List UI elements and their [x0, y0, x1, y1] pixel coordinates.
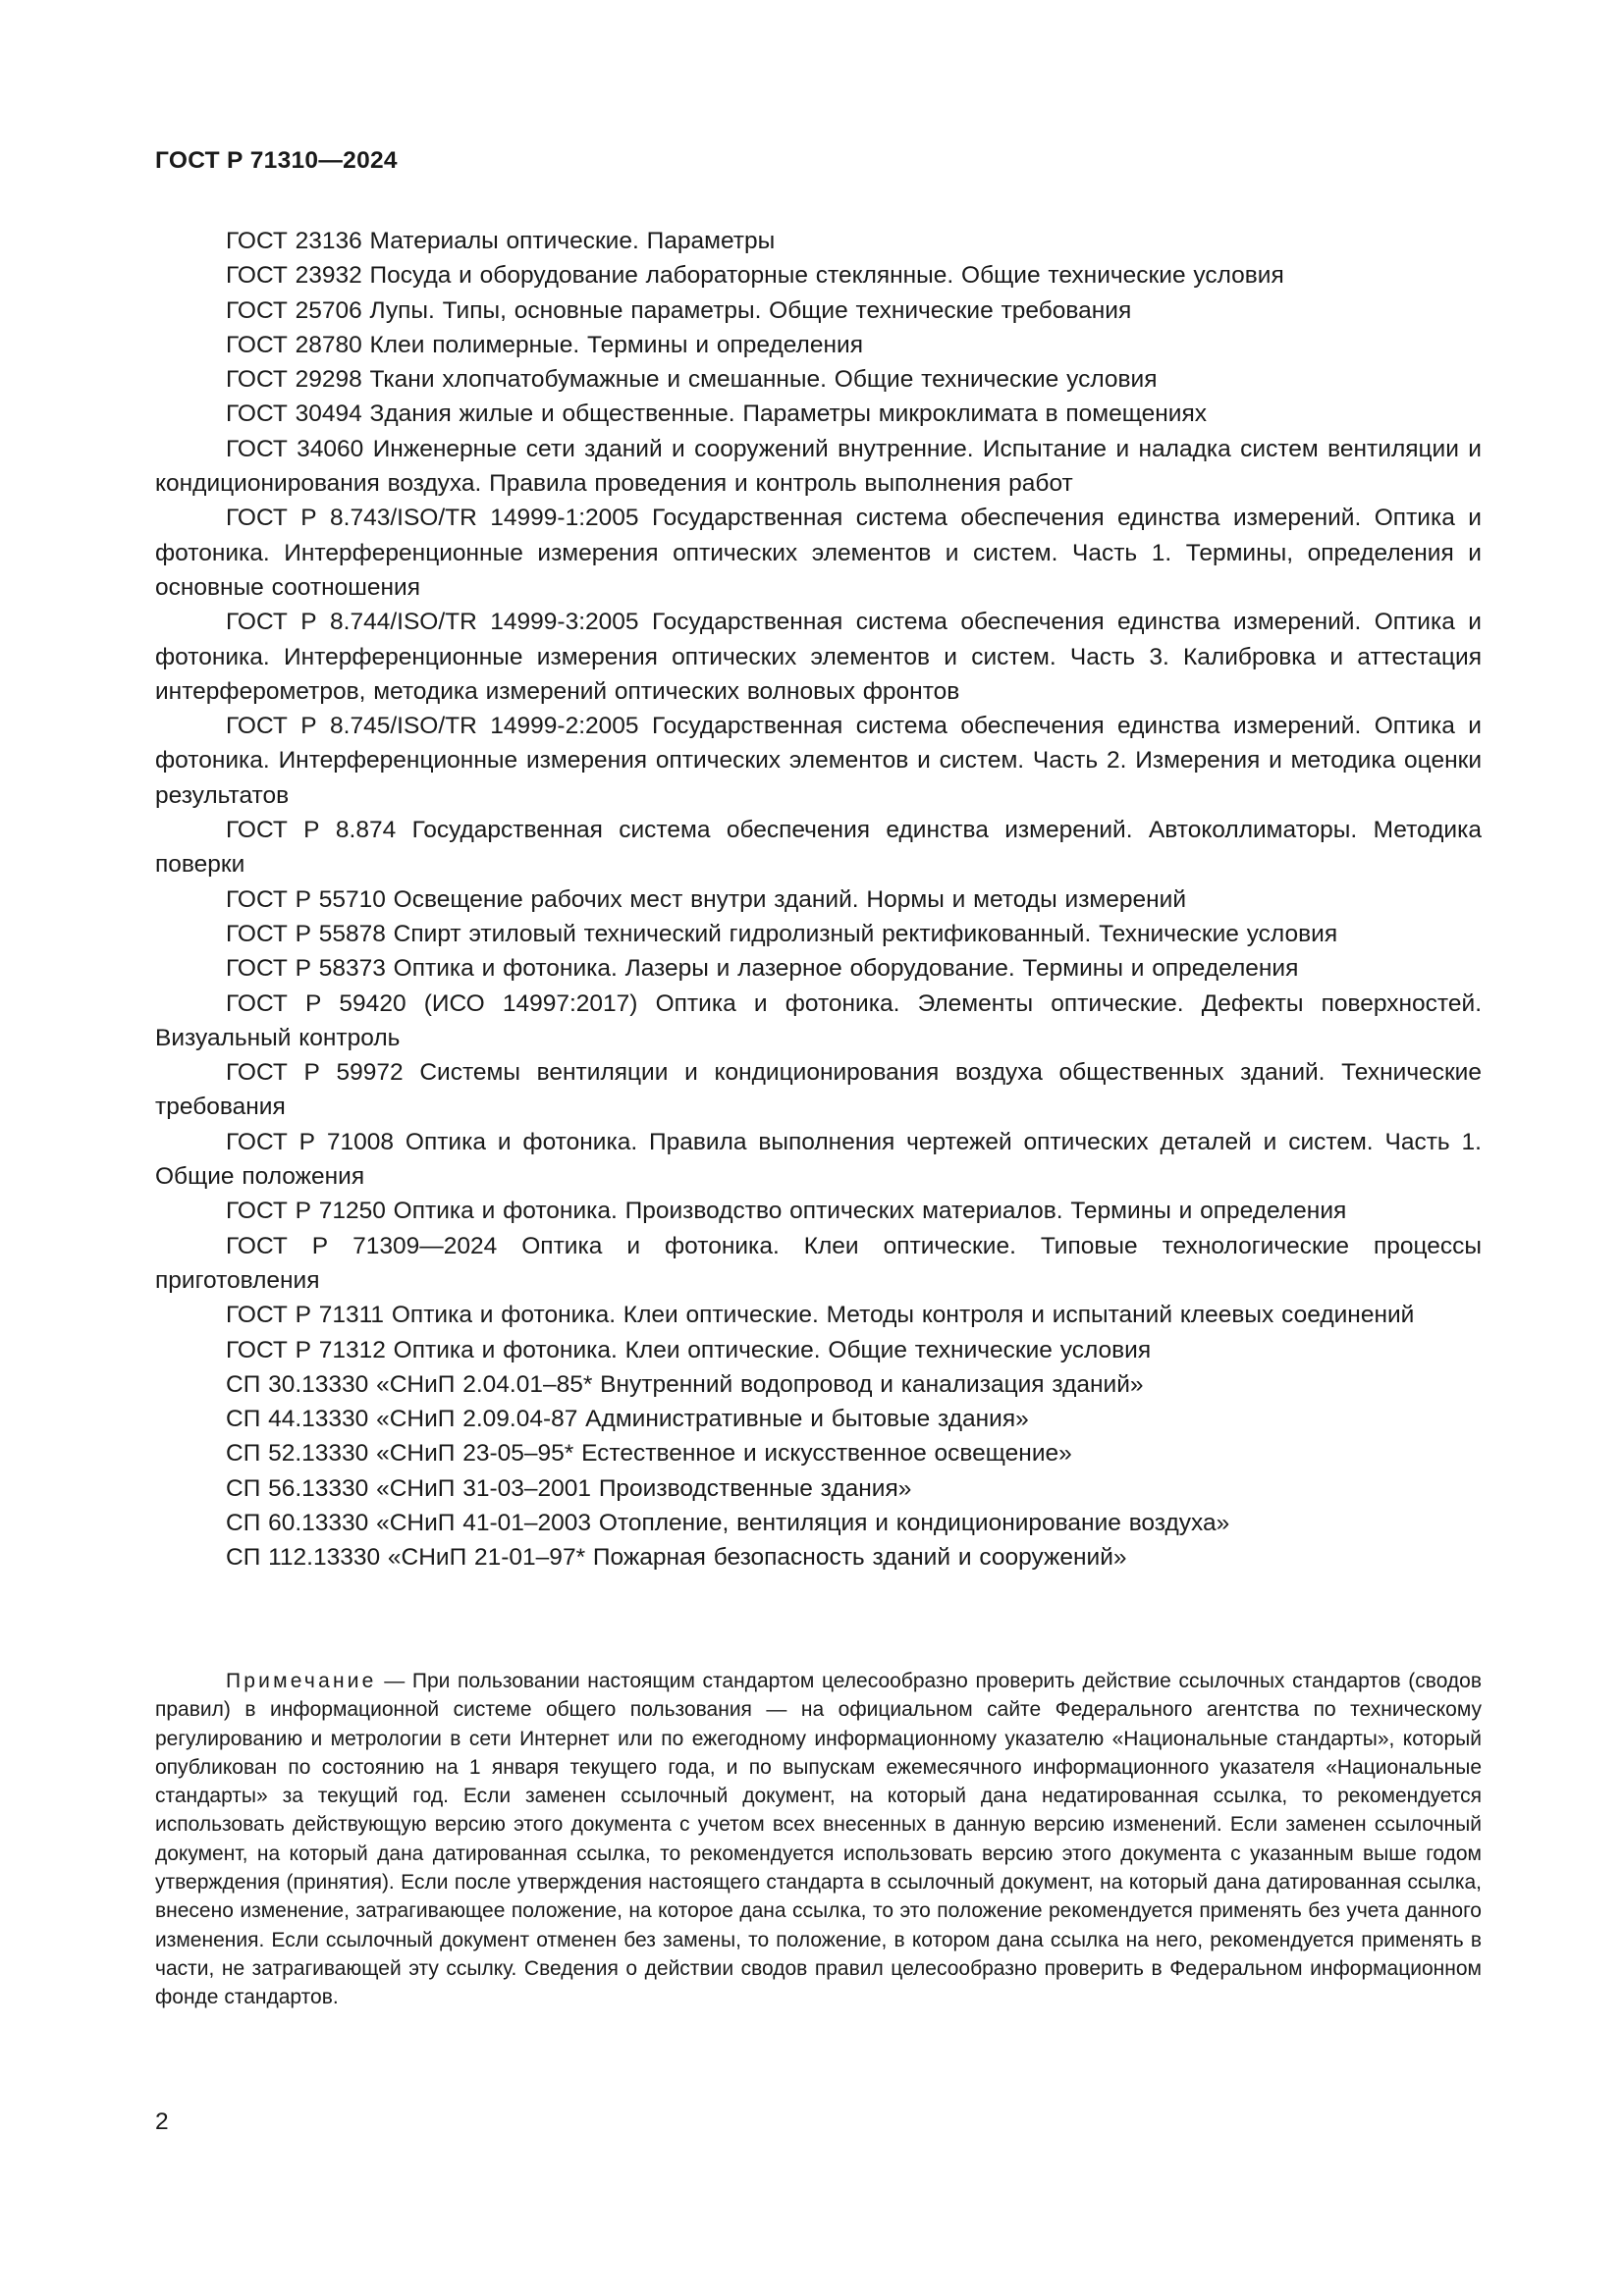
reference-list — [155, 224, 1482, 1575]
reference-item: ГОСТ Р 55710 Освещение рабочих мест внутри зданий. Нормы и методы измерений — [226, 885, 1187, 913]
reference-item: ГОСТ 30494 Здания жилые и общественные. Параметры микроклимата в помещениях — [226, 400, 1207, 428]
reference-item: ГОСТ Р 8.745/ISO/TR 14999-2:2005 Государственная система обеспечения единства измерений. Оптика и фотоника. Интерференционные измерения оптических элементов и систем. Часть 2. Измерения и методика оценки результатов — [155, 713, 1482, 809]
reference-item: ГОСТ Р 55878 Спирт этиловый технический гидролизный ректификованный. Технические условия — [226, 920, 1338, 947]
reference-item: ГОСТ Р 59972 Системы вентиляции и кондиционирования воздуха общественных зданий. Технические требования — [155, 1059, 1482, 1121]
reference-item: СП 56.13330 «СНиП 31-03–2001 Производственные здания» — [226, 1474, 912, 1502]
document-header: ГОСТ Р 71310—2024 — [155, 147, 398, 174]
reference-item: СП 112.13330 «СНиП 21-01–97* Пожарная безопасность зданий и сооружений» — [226, 1544, 1127, 1572]
reference-item: ГОСТ Р 8.743/ISO/TR 14999-1:2005 Государственная система обеспечения единства измерений. Оптика и фотоника. Интерференционные измерения оптических элементов и систем. Часть 1. Термины, определения и основные соотношения — [155, 505, 1482, 601]
reference-item: ГОСТ 28780 Клеи полимерные. Термины и определения — [226, 331, 863, 358]
reference-item: ГОСТ Р 71008 Оптика и фотоника. Правила выполнения чертежей оптических деталей и систем. Часть 1. Общие положения — [155, 1128, 1482, 1191]
reference-item: ГОСТ Р 8.744/ISO/TR 14999-3:2005 Государственная система обеспечения единства измерений. Оптика и фотоника. Интерференционные измерения оптических элементов и систем. Часть 3. Калибровка и аттестация интерферометров, методика измерений оптических волновых фронтов — [155, 609, 1482, 705]
reference-item: ГОСТ 23932 Посуда и оборудование лабораторные стеклянные. Общие технические условия — [226, 262, 1284, 290]
note-paragraph — [155, 1667, 1482, 2012]
reference-item: ГОСТ Р 71309—2024 Оптика и фотоника. Клеи оптические. Типовые технологические процессы приготовления — [155, 1232, 1482, 1294]
reference-item: ГОСТ Р 8.874 Государственная система обеспечения единства измерений. Автоколлиматоры. Методика поверки — [155, 817, 1482, 879]
page-number: 2 — [155, 2109, 169, 2135]
note-text: — При пользовании настоящим стандартом целесообразно проверить действие ссылочных стандартов (сводов правил) в информационной системе общего пользования — на официальном сайте Федерального агентства по техническому регулированию и метрологии в сети Интернет или по ежегодному информационному указателю «Национальные стандарты», который опубликован по состоянию на 1 января текущего года, и по выпускам ежемесячного информационного указателя «Национальные стандарты» за текущий год. Если заменен ссылочный документ, на который дана недатированная ссылка, то рекомендуется использовать действующую версию этого документа с учетом всех внесенных в данную версию изменений. Если заменен ссылочный документ, на который дана датированная ссылка, то рекомендуется использовать версию этого документа с указанным выше годом утверждения (принятия). Если после утверждения настоящего стандарта в ссылочный документ, на который дана датированная ссылка, внесено изменение, затрагивающее положение, на которое дана ссылка, то это положение рекомендуется применять без учета данного изменения. Если ссылочный документ отменен без замены, то положение, в котором дана ссылка на него, рекомендуется применять в части, не затрагивающей эту ссылку. Сведения о действии сводов правил целесообразно проверить в Федеральном информационном фонде стандартов. — [155, 1670, 1482, 2009]
reference-item: ГОСТ 25706 Лупы. Типы, основные параметры. Общие технические требования — [226, 296, 1132, 324]
reference-item: СП 44.13330 «СНиП 2.09.04-87 Административные и бытовые здания» — [226, 1406, 1029, 1433]
reference-item: ГОСТ Р 71250 Оптика и фотоника. Производство оптических материалов. Термины и определения — [226, 1198, 1347, 1225]
reference-item: ГОСТ 34060 Инженерные сети зданий и сооружений внутренние. Испытание и наладка систем вентиляции и кондиционирования воздуха. Правила проведения и контроль выполнения работ — [155, 435, 1482, 498]
reference-item: СП 30.13330 «СНиП 2.04.01–85* Внутренний водопровод и канализация зданий» — [226, 1370, 1144, 1398]
note-label: Примечание — [226, 1670, 377, 1692]
reference-item: ГОСТ Р 71311 Оптика и фотоника. Клеи оптические. Методы контроля и испытаний клеевых соединений — [226, 1302, 1415, 1329]
reference-item: СП 52.13330 «СНиП 23-05–95* Естественное и искусственное освещение» — [226, 1440, 1072, 1468]
reference-item: ГОСТ Р 58373 Оптика и фотоника. Лазеры и лазерное оборудование. Термины и определения — [226, 955, 1299, 983]
reference-item: ГОСТ 29298 Ткани хлопчатобумажные и смешанные. Общие технические условия — [226, 366, 1158, 394]
reference-item: СП 60.13330 «СНиП 41-01–2003 Отопление, вентиляция и кондиционирование воздуха» — [226, 1509, 1230, 1536]
reference-item: ГОСТ 23136 Материалы оптические. Параметры — [226, 228, 776, 254]
reference-item: ГОСТ Р 71312 Оптика и фотоника. Клеи оптические. Общие технические условия — [226, 1336, 1152, 1363]
reference-item: ГОСТ Р 59420 (ИСО 14997:2017) Оптика и фотоника. Элементы оптические. Дефекты поверхностей. Визуальный контроль — [155, 989, 1482, 1051]
